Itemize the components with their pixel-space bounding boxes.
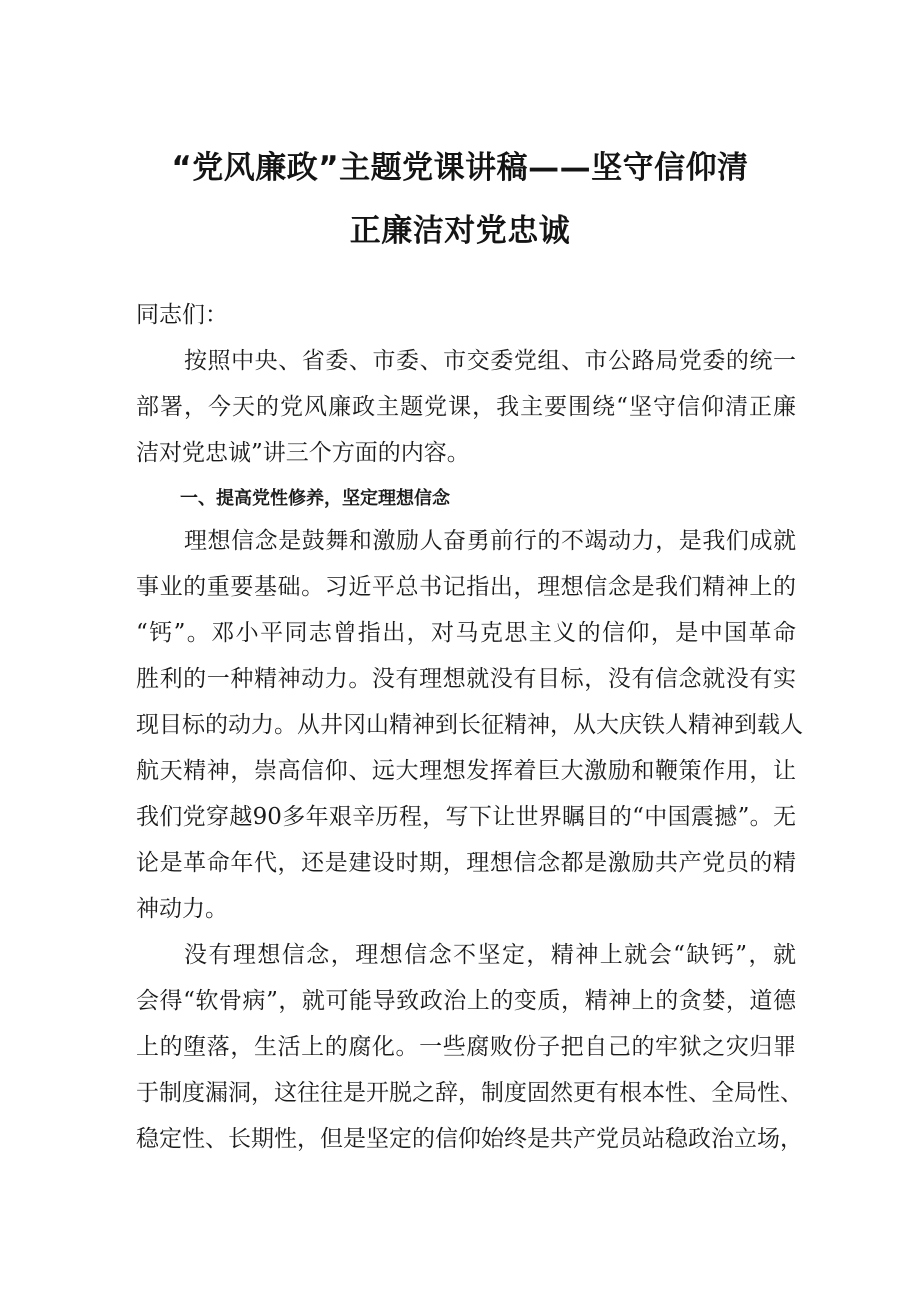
intro-line-1: 按照中央、省委、市委、市交委党组、市公路局党委的统一 — [184, 348, 796, 374]
para2-line-5: 稳定性、长期性，但是坚定的信仰始终是共产党员站稳政治立场， — [136, 1126, 803, 1152]
para1-line-5: 现目标的动力。从井冈山精神到长征精神，从大庆铁人精神到载人 — [136, 712, 803, 738]
section-heading-1: 一、提高党性修养，坚定理想信念 — [180, 488, 450, 509]
para1-line-7: 我们党穿越90多年艰辛历程，写下让世界瞩目的“中国震撼”。无 — [136, 804, 796, 830]
intro-line-2: 部署，今天的党风廉政主题党课，我主要围绕“坚守信仰清正廉 — [136, 394, 796, 420]
para2-line-4: 于制度漏洞，这往往是开脱之辞，制度固然更有根本性、全局性、 — [136, 1080, 803, 1106]
para1-line-9: 神动力。 — [136, 896, 228, 922]
para1-line-6: 航天精神，崇高信仰、远大理想发挥着巨大激励和鞭策作用，让 — [136, 758, 796, 784]
intro-line-3: 洁对党忠诚”讲三个方面的内容。 — [136, 440, 470, 466]
para2-line-1: 没有理想信念，理想信念不坚定，精神上就会“缺钙”，就 — [184, 942, 796, 968]
para2-line-2: 会得“软骨病”，就可能导致政治上的变质，精神上的贪婪，道德 — [136, 988, 796, 1014]
salutation: 同志们： — [136, 302, 228, 328]
para1-line-2: 事业的重要基础。习近平总书记指出，理想信念是我们精神上的 — [136, 574, 796, 600]
para2-line-3: 上的堕落，生活上的腐化。一些腐败份子把自己的牢狱之灾归罪 — [136, 1034, 796, 1060]
para1-line-4: 胜利的一种精神动力。没有理想就没有目标，没有信念就没有实 — [136, 666, 796, 692]
para1-line-8: 论是革命年代，还是建设时期，理想信念都是激励共产党员的精 — [136, 850, 796, 876]
para1-line-1: 理想信念是鼓舞和激励人奋勇前行的不竭动力，是我们成就 — [184, 528, 796, 554]
document-title-line-2: 正廉洁对党忠诚 — [349, 213, 571, 249]
para1-line-3: “钙”。邓小平同志曾指出，对马克思主义的信仰，是中国革命 — [136, 620, 796, 646]
document-title-line-1: “党风廉政”主题党课讲稿——坚守信仰清 — [171, 150, 749, 186]
